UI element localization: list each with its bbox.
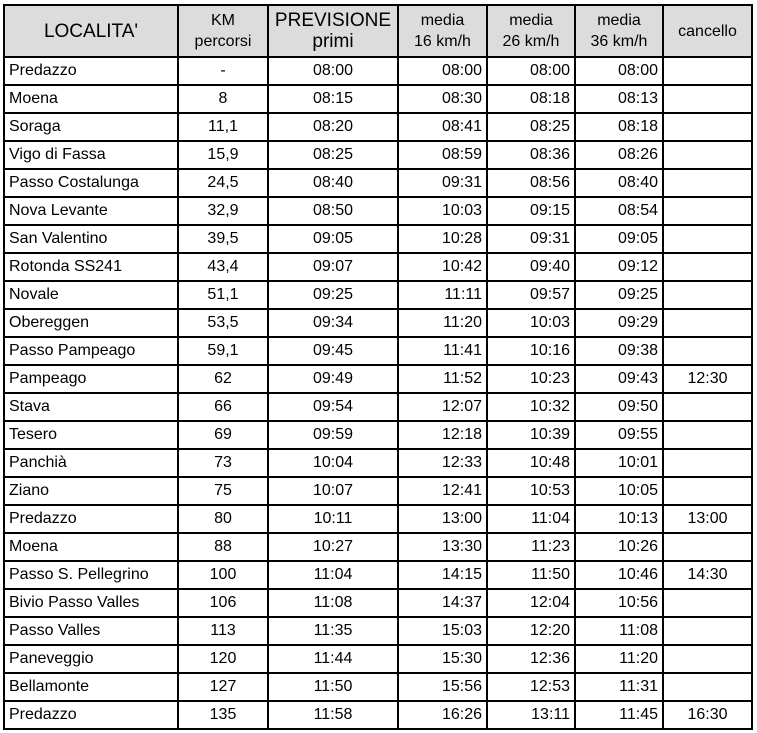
km-cell: 113	[178, 617, 268, 645]
location-cell: Moena	[4, 533, 178, 561]
km-cell: 69	[178, 421, 268, 449]
cancello-cell	[663, 393, 752, 421]
km-cell: 15,9	[178, 141, 268, 169]
table-row	[4, 141, 752, 169]
previsione-cell: 08:40	[268, 169, 398, 197]
media-26-cell: 08:25	[487, 113, 575, 141]
header-media-26-line1: media	[509, 12, 553, 29]
media-26-cell: 08:18	[487, 85, 575, 113]
cancello-cell: 12:30	[663, 365, 752, 393]
table-row	[4, 309, 752, 337]
media-36-cell: 09:43	[575, 365, 663, 393]
previsione-cell: 08:15	[268, 85, 398, 113]
header-localita: LOCALITA'	[4, 5, 178, 57]
location-cell: Predazzo	[4, 505, 178, 533]
location-cell: Passo Valles	[4, 617, 178, 645]
media-36-cell: 09:55	[575, 421, 663, 449]
media-36-cell: 08:26	[575, 141, 663, 169]
location-cell: Panchià	[4, 449, 178, 477]
header-media-16-line2: 16 km/h	[414, 33, 471, 50]
cancello-cell: 13:00	[663, 505, 752, 533]
table-row	[4, 505, 752, 533]
location-cell: Novale	[4, 281, 178, 309]
header-previsione	[268, 5, 398, 57]
table-row	[4, 617, 752, 645]
header-cancello: cancello	[663, 5, 752, 57]
media-26-cell: 10:16	[487, 337, 575, 365]
header-media-36	[575, 5, 663, 57]
table-row	[4, 281, 752, 309]
media-26-cell: 10:39	[487, 421, 575, 449]
media-26-cell: 08:36	[487, 141, 575, 169]
media-36-cell: 10:26	[575, 533, 663, 561]
table-row	[4, 561, 752, 589]
cancello-cell	[663, 589, 752, 617]
previsione-cell: 09:49	[268, 365, 398, 393]
km-cell: 32,9	[178, 197, 268, 225]
media-16-cell: 08:00	[398, 57, 487, 85]
media-26-cell: 10:48	[487, 449, 575, 477]
table-row	[4, 197, 752, 225]
media-36-cell: 10:05	[575, 477, 663, 505]
location-cell: Obereggen	[4, 309, 178, 337]
media-26-cell: 09:31	[487, 225, 575, 253]
km-cell: -	[178, 57, 268, 85]
previsione-cell: 08:00	[268, 57, 398, 85]
previsione-cell: 11:44	[268, 645, 398, 673]
header-km-line1: KM	[211, 12, 235, 29]
cancello-cell	[663, 281, 752, 309]
cancello-cell: 14:30	[663, 561, 752, 589]
previsione-cell: 09:34	[268, 309, 398, 337]
previsione-cell: 11:35	[268, 617, 398, 645]
media-26-cell: 13:11	[487, 701, 575, 729]
media-26-cell: 10:53	[487, 477, 575, 505]
timetable	[3, 4, 753, 730]
km-cell: 80	[178, 505, 268, 533]
table-body	[4, 57, 752, 729]
table-row	[4, 169, 752, 197]
media-26-cell: 12:36	[487, 645, 575, 673]
km-cell: 100	[178, 561, 268, 589]
location-cell: Bellamonte	[4, 673, 178, 701]
cancello-cell	[663, 113, 752, 141]
media-36-cell: 09:12	[575, 253, 663, 281]
location-cell: Ziano	[4, 477, 178, 505]
cancello-cell	[663, 617, 752, 645]
location-cell: Paneveggio	[4, 645, 178, 673]
media-36-cell: 11:08	[575, 617, 663, 645]
previsione-cell: 11:04	[268, 561, 398, 589]
table-header	[4, 5, 752, 57]
media-16-cell: 10:03	[398, 197, 487, 225]
table-row	[4, 477, 752, 505]
media-16-cell: 09:31	[398, 169, 487, 197]
table-row	[4, 113, 752, 141]
media-16-cell: 16:26	[398, 701, 487, 729]
cancello-cell	[663, 533, 752, 561]
km-cell: 8	[178, 85, 268, 113]
media-36-cell: 10:13	[575, 505, 663, 533]
media-26-cell: 08:00	[487, 57, 575, 85]
location-cell: Predazzo	[4, 701, 178, 729]
header-media-16	[398, 5, 487, 57]
previsione-cell: 08:25	[268, 141, 398, 169]
cancello-cell	[663, 421, 752, 449]
media-26-cell: 08:56	[487, 169, 575, 197]
header-km	[178, 5, 268, 57]
media-16-cell: 12:41	[398, 477, 487, 505]
previsione-cell: 11:50	[268, 673, 398, 701]
cancello-cell	[663, 477, 752, 505]
media-26-cell: 12:53	[487, 673, 575, 701]
location-cell: Soraga	[4, 113, 178, 141]
km-cell: 106	[178, 589, 268, 617]
media-16-cell: 14:15	[398, 561, 487, 589]
media-16-cell: 08:41	[398, 113, 487, 141]
km-cell: 62	[178, 365, 268, 393]
previsione-cell: 09:45	[268, 337, 398, 365]
cancello-cell	[663, 253, 752, 281]
table-row	[4, 533, 752, 561]
km-cell: 75	[178, 477, 268, 505]
previsione-cell: 10:07	[268, 477, 398, 505]
table-row	[4, 365, 752, 393]
previsione-cell: 09:25	[268, 281, 398, 309]
media-16-cell: 12:07	[398, 393, 487, 421]
media-36-cell: 08:00	[575, 57, 663, 85]
table-row	[4, 589, 752, 617]
media-26-cell: 09:15	[487, 197, 575, 225]
km-cell: 51,1	[178, 281, 268, 309]
location-cell: Stava	[4, 393, 178, 421]
table-row	[4, 337, 752, 365]
location-cell: San Valentino	[4, 225, 178, 253]
cancello-cell	[663, 673, 752, 701]
table-row	[4, 701, 752, 729]
table-row	[4, 673, 752, 701]
media-16-cell: 13:30	[398, 533, 487, 561]
previsione-cell: 09:54	[268, 393, 398, 421]
header-km-line2: percorsi	[194, 33, 252, 50]
media-16-cell: 11:41	[398, 337, 487, 365]
header-row	[4, 5, 752, 57]
previsione-cell: 08:20	[268, 113, 398, 141]
previsione-cell: 10:27	[268, 533, 398, 561]
km-cell: 24,5	[178, 169, 268, 197]
media-26-cell: 11:04	[487, 505, 575, 533]
location-cell: Nova Levante	[4, 197, 178, 225]
media-16-cell: 13:00	[398, 505, 487, 533]
header-media-26-line2: 26 km/h	[502, 33, 560, 50]
media-36-cell: 10:56	[575, 589, 663, 617]
previsione-cell: 11:08	[268, 589, 398, 617]
media-36-cell: 10:46	[575, 561, 663, 589]
media-36-cell: 08:54	[575, 197, 663, 225]
media-36-cell: 11:45	[575, 701, 663, 729]
cancello-cell	[663, 449, 752, 477]
km-cell: 127	[178, 673, 268, 701]
table-row	[4, 421, 752, 449]
header-media-16-line1: media	[420, 12, 465, 29]
media-36-cell: 10:01	[575, 449, 663, 477]
media-16-cell: 14:37	[398, 589, 487, 617]
media-36-cell: 11:31	[575, 673, 663, 701]
media-16-cell: 11:20	[398, 309, 487, 337]
media-16-cell: 12:33	[398, 449, 487, 477]
cancello-cell	[663, 85, 752, 113]
table-row	[4, 253, 752, 281]
table-row	[4, 57, 752, 85]
media-36-cell: 09:25	[575, 281, 663, 309]
table-row	[4, 225, 752, 253]
header-media-36-line1: media	[597, 12, 641, 29]
media-26-cell: 10:03	[487, 309, 575, 337]
media-16-cell: 08:30	[398, 85, 487, 113]
km-cell: 39,5	[178, 225, 268, 253]
cancello-cell	[663, 225, 752, 253]
media-16-cell: 15:03	[398, 617, 487, 645]
header-previsione-line2: primi	[312, 31, 354, 52]
cancello-cell	[663, 337, 752, 365]
km-cell: 120	[178, 645, 268, 673]
km-cell: 11,1	[178, 113, 268, 141]
km-cell: 53,5	[178, 309, 268, 337]
media-26-cell: 12:20	[487, 617, 575, 645]
cancello-cell: 16:30	[663, 701, 752, 729]
cancello-cell	[663, 645, 752, 673]
media-26-cell: 09:40	[487, 253, 575, 281]
media-36-cell: 11:20	[575, 645, 663, 673]
media-36-cell: 08:18	[575, 113, 663, 141]
location-cell: Pampeago	[4, 365, 178, 393]
cancello-cell	[663, 57, 752, 85]
location-cell: Moena	[4, 85, 178, 113]
media-26-cell: 10:32	[487, 393, 575, 421]
media-16-cell: 15:30	[398, 645, 487, 673]
location-cell: Tesero	[4, 421, 178, 449]
media-26-cell: 11:23	[487, 533, 575, 561]
table-row	[4, 393, 752, 421]
km-cell: 135	[178, 701, 268, 729]
location-cell: Passo Costalunga	[4, 169, 178, 197]
media-16-cell: 10:42	[398, 253, 487, 281]
media-16-cell: 10:28	[398, 225, 487, 253]
cancello-cell	[663, 141, 752, 169]
previsione-cell: 10:04	[268, 449, 398, 477]
location-cell: Bivio Passo Valles	[4, 589, 178, 617]
previsione-cell: 09:07	[268, 253, 398, 281]
previsione-cell: 10:11	[268, 505, 398, 533]
header-media-36-line2: 36 km/h	[590, 33, 648, 50]
previsione-cell: 11:58	[268, 701, 398, 729]
location-cell: Predazzo	[4, 57, 178, 85]
media-26-cell: 09:57	[487, 281, 575, 309]
media-16-cell: 11:52	[398, 365, 487, 393]
previsione-cell: 09:05	[268, 225, 398, 253]
table-row	[4, 85, 752, 113]
media-16-cell: 12:18	[398, 421, 487, 449]
media-36-cell: 08:40	[575, 169, 663, 197]
media-16-cell: 15:56	[398, 673, 487, 701]
location-cell: Rotonda SS241	[4, 253, 178, 281]
previsione-cell: 09:59	[268, 421, 398, 449]
location-cell: Vigo di Fassa	[4, 141, 178, 169]
location-cell: Passo Pampeago	[4, 337, 178, 365]
cancello-cell	[663, 309, 752, 337]
media-16-cell: 11:11	[398, 281, 487, 309]
km-cell: 88	[178, 533, 268, 561]
media-36-cell: 09:38	[575, 337, 663, 365]
table-row	[4, 645, 752, 673]
location-cell: Passo S. Pellegrino	[4, 561, 178, 589]
km-cell: 66	[178, 393, 268, 421]
km-cell: 73	[178, 449, 268, 477]
media-26-cell: 11:50	[487, 561, 575, 589]
media-26-cell: 10:23	[487, 365, 575, 393]
header-media-26	[487, 5, 575, 57]
table-row	[4, 449, 752, 477]
cancello-cell	[663, 169, 752, 197]
media-26-cell: 12:04	[487, 589, 575, 617]
header-previsione-line1: PREVISIONE	[274, 10, 392, 31]
media-36-cell: 08:13	[575, 85, 663, 113]
media-16-cell: 08:59	[398, 141, 487, 169]
media-36-cell: 09:29	[575, 309, 663, 337]
media-36-cell: 09:50	[575, 393, 663, 421]
previsione-cell: 08:50	[268, 197, 398, 225]
km-cell: 59,1	[178, 337, 268, 365]
media-36-cell: 09:05	[575, 225, 663, 253]
km-cell: 43,4	[178, 253, 268, 281]
cancello-cell	[663, 197, 752, 225]
